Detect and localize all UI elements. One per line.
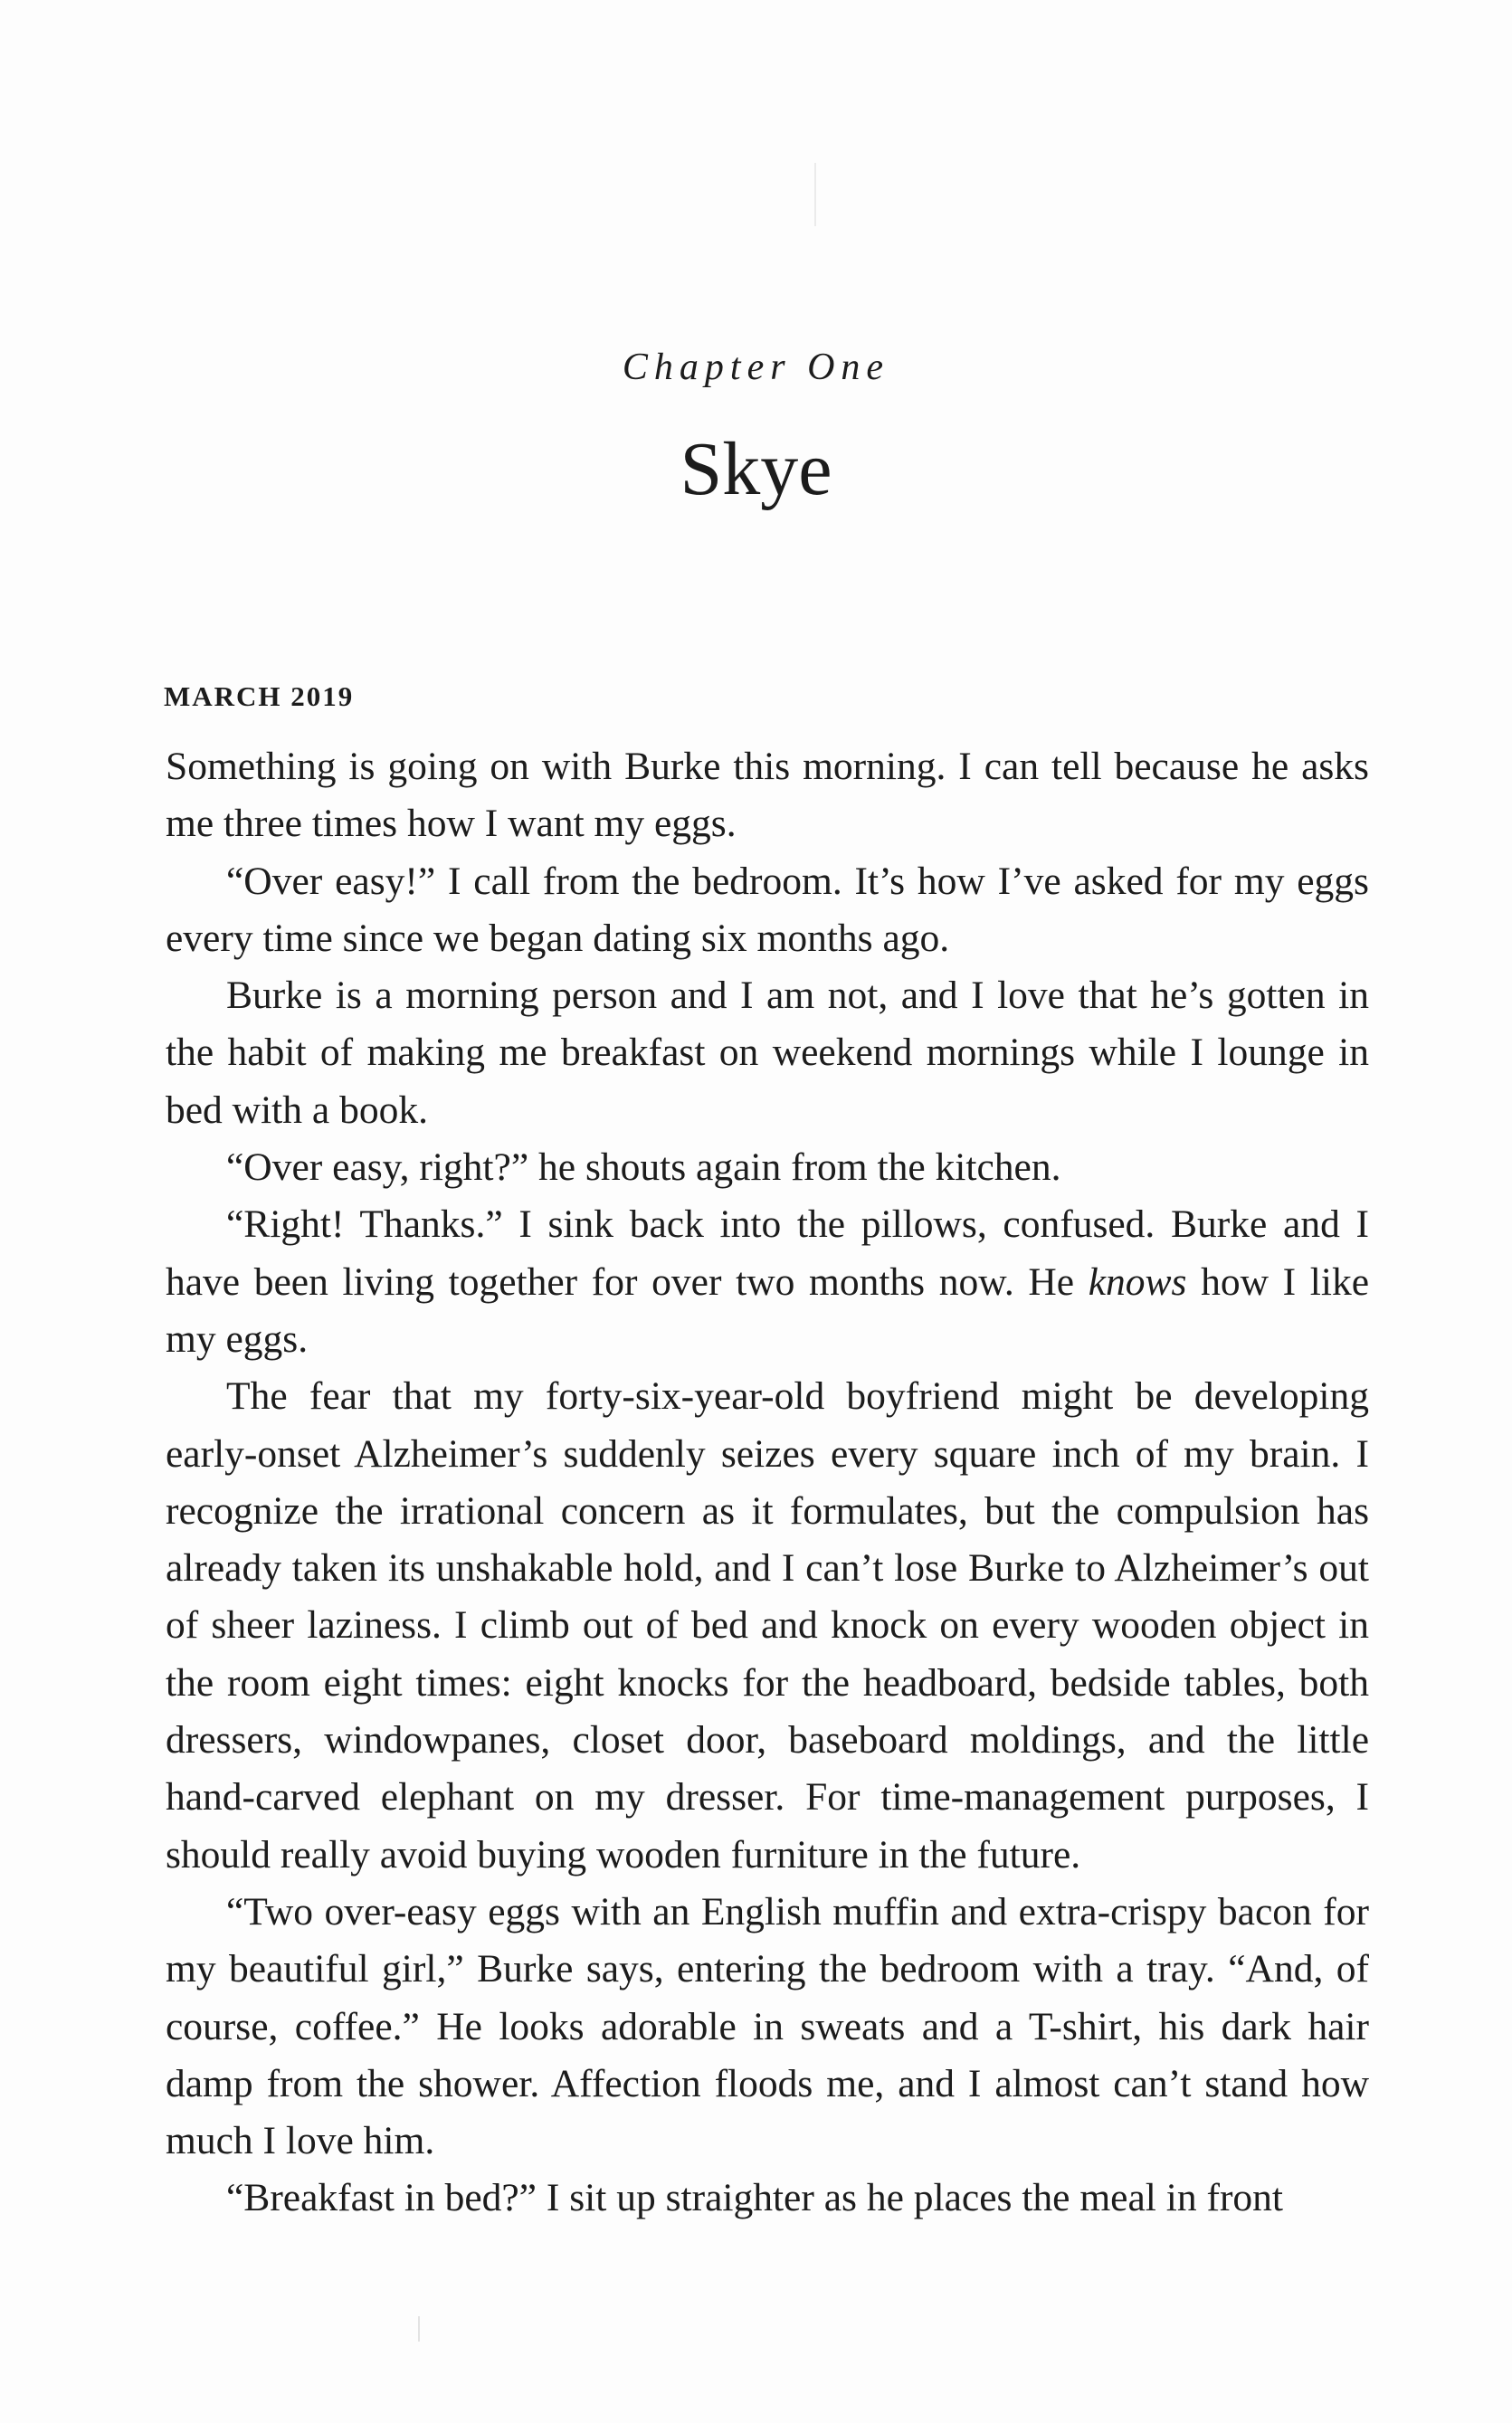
body-paragraph [166, 1196, 1369, 1368]
body-paragraph [166, 967, 1369, 1139]
body-paragraph [166, 1884, 1369, 2170]
paragraph-text: Burke is a morning person and I am not, and I love that he’s gotten in the habit of making me breakfast on weekend mornings while I lounge in bed with a book. [166, 974, 1369, 1132]
paragraph-text: “Two over-easy eggs with an English muffin and extra-crispy bacon for my beautiful girl,” Burke says, entering the bedroom with a tray. “And, of course, coffee.” He looks adorable in sweats and a T-shirt, his dark hair damp from the shower. Affection floods me, and I almost can’t stand how much I love him. [166, 1889, 1369, 2163]
emphasized-text: knows [1088, 1259, 1187, 1304]
paragraph-text: “Right! Thanks.” I sink back into the pillows, confused. Burke and I have been living together for over two months now. He [166, 1202, 1369, 1304]
chapter-title: Skye [680, 427, 832, 511]
paragraph-text: how I like my eggs. [166, 1259, 1369, 1361]
body-paragraph [166, 2170, 1369, 2227]
paragraph-text: Something is going on with Burke this morning. I can tell because he asks me three times how I want my eggs. [166, 745, 1369, 846]
chapter-body [166, 738, 1369, 2228]
paragraph-text: The fear that my forty-six-year-old boyfriend might be developing early-onset Alzheimer’s suddenly seizes every square inch of my brain. I recognize the irrational concern as it formulates, but the compulsion has already taken its unshakable hold, and I can’t lose Burke to Alzheimer’s out of sheer laziness. I climb out of bed and knock on every wooden object in the room eight times: eight knocks for the headboard, bedside tables, both dressers, windowpanes, closet door, baseboard moldings, and the little hand-carved elephant on my dresser. For time-management purposes, I should really avoid buying wooden furniture in the future. [166, 1374, 1369, 1877]
scan-artifact-line [814, 163, 816, 226]
body-paragraph [166, 853, 1369, 968]
scan-artifact-line [418, 2316, 420, 2342]
dateline: MARCH 2019 [164, 680, 355, 712]
chapter-label: Chapter One [622, 347, 890, 388]
body-paragraph [166, 738, 1369, 853]
body-paragraph [166, 1368, 1369, 1884]
paragraph-text: “Over easy!” I call from the bedroom. It’s how I’ve asked for my eggs every time since we began dating six months ago. [166, 859, 1369, 960]
body-paragraph [166, 1139, 1369, 1196]
paragraph-text: “Breakfast in bed?” I sit up straighter as he places the meal in front [226, 2176, 1284, 2220]
paragraph-text: “Over easy, right?” he shouts again from the kitchen. [226, 1145, 1061, 1190]
